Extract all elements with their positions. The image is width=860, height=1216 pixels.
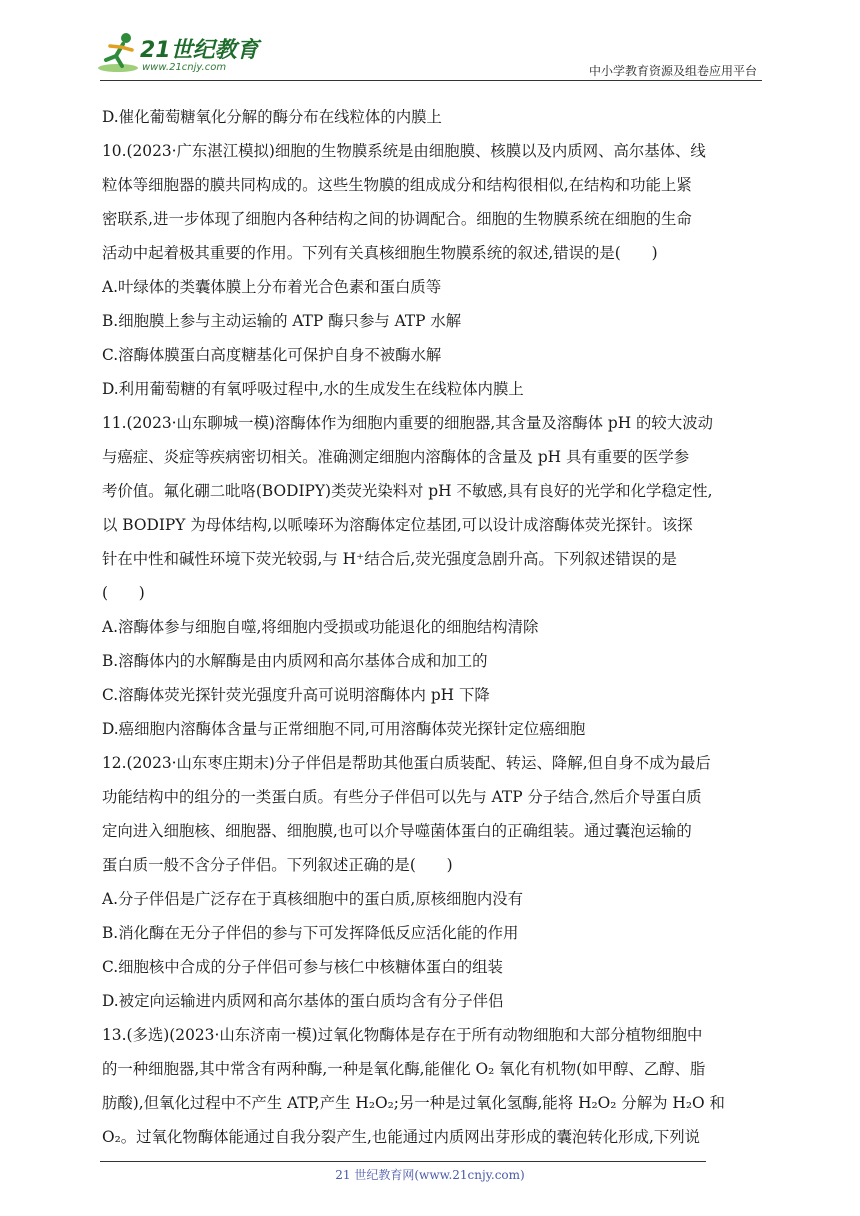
text-line: 活动中起着极其重要的作用。下列有关真核细胞生物膜系统的叙述,错误的是( ) xyxy=(102,244,658,262)
platform-title: 中小学教育资源及组卷应用平台 xyxy=(588,64,757,78)
runner-logo-icon xyxy=(96,30,142,74)
option-line: B.溶酶体内的水解酶是由内质网和高尔基体合成和加工的 xyxy=(102,652,488,670)
question-10-line: 10.(2023·广东湛江模拟)细胞的生物膜系统是由细胞膜、核膜以及内质网、高尔基体、线 xyxy=(102,142,706,160)
text-line: 功能结构中的组分的一类蛋白质。有些分子伴侣可以先与 ATP 分子结合,然后介导蛋白质 xyxy=(102,788,702,806)
header-divider xyxy=(100,80,762,81)
text-line: 针在中性和碱性环境下荧光较弱,与 H⁺结合后,荧光强度急剧升高。下列叙述错误的是 xyxy=(102,550,677,568)
option-line: D.被定向运输进内质网和高尔基体的蛋白质均含有分子伴侣 xyxy=(102,992,504,1010)
text-line: 的一种细胞器,其中常含有两种酶,一种是氧化酶,能催化 O₂ 氧化有机物(如甲醇、乙醇、脂 xyxy=(102,1060,706,1078)
text-line: O₂。过氧化物酶体能通过自我分裂产生,也能通过内质网出芽形成的囊泡转化形成,下列说 xyxy=(102,1128,701,1146)
page-header xyxy=(0,0,860,84)
text-line: 以 BODIPY 为母体结构,以哌嗪环为溶酶体定位基团,可以设计成溶酶体荧光探针。该探 xyxy=(102,516,693,534)
text-line: 与癌症、炎症等疾病密切相关。准确测定细胞内溶酶体的含量及 pH 具有重要的医学参 xyxy=(102,448,690,466)
option-line: C.溶酶体荧光探针荧光强度升高可说明溶酶体内 pH 下降 xyxy=(102,686,490,704)
question-11-line: 11.(2023·山东聊城一模)溶酶体作为细胞内重要的细胞器,其含量及溶酶体 pH 的较大波动 xyxy=(102,414,713,432)
option-line: B.细胞膜上参与主动运输的 ATP 酶只参与 ATP 水解 xyxy=(102,312,462,330)
option-line: D.癌细胞内溶酶体含量与正常细胞不同,可用溶酶体荧光探针定位癌细胞 xyxy=(102,720,586,738)
option-line: B.消化酶在无分子伴侣的参与下可发挥降低反应活化能的作用 xyxy=(102,924,519,942)
text-line: D.催化葡萄糖氧化分解的酶分布在线粒体的内膜上 xyxy=(102,108,442,126)
text-line: ( ) xyxy=(102,584,145,602)
option-line: A.溶酶体参与细胞自噬,将细胞内受损或功能退化的细胞结构清除 xyxy=(102,618,539,636)
text-line: 考价值。氟化硼二吡咯(BODIPY)类荧光染料对 pH 不敏感,具有良好的光学和化学稳定性, xyxy=(102,482,713,500)
text-line: 定向进入细胞核、细胞器、细胞膜,也可以介导噬菌体蛋白的正确组装。通过囊泡运输的 xyxy=(102,822,692,840)
option-line: D.利用葡萄糖的有氧呼吸过程中,水的生成发生在线粒体内膜上 xyxy=(102,380,524,398)
text-line: 粒体等细胞器的膜共同构成的。这些生物膜的组成成分和结构很相似,在结构和功能上紧 xyxy=(102,176,692,194)
option-line: C.溶酶体膜蛋白高度糖基化可保护自身不被酶水解 xyxy=(102,346,442,364)
footer-divider xyxy=(100,1161,706,1162)
text-line: 蛋白质一般不含分子伴侣。下列叙述正确的是( ) xyxy=(102,856,453,874)
text-line: 密联系,进一步体现了细胞内各种结构之间的协调配合。细胞的生物膜系统在细胞的生命 xyxy=(102,210,692,228)
text-line: 肪酸),但氧化过程中不产生 ATP,产生 H₂O₂;另一种是过氧化氢酶,能将 H₂O₂ 分解为 H₂O 和 xyxy=(102,1094,725,1112)
question-12-line: 12.(2023·山东枣庄期末)分子伴侣是帮助其他蛋白质装配、转运、降解,但自身不成为最后 xyxy=(102,754,711,772)
page-footer: 21 世纪教育网(www.21cnjy.com) xyxy=(335,1168,525,1182)
option-line: A.分子伴侣是广泛存在于真核细胞中的蛋白质,原核细胞内没有 xyxy=(102,890,524,908)
option-line: A.叶绿体的类囊体膜上分布着光合色素和蛋白质等 xyxy=(102,278,442,296)
option-line: C.细胞核中合成的分子伴侣可参与核仁中核糖体蛋白的组装 xyxy=(102,958,503,976)
logo-url-text: www.21cnjy.com xyxy=(142,62,227,73)
question-content xyxy=(102,100,762,1154)
site-logo xyxy=(96,30,266,80)
question-13-line: 13.(多选)(2023·山东济南一模)过氧化物酶体是存在于所有动物细胞和大部分植物细胞中 xyxy=(102,1026,703,1044)
logo-brand-text: 21世纪教育 xyxy=(140,38,259,63)
